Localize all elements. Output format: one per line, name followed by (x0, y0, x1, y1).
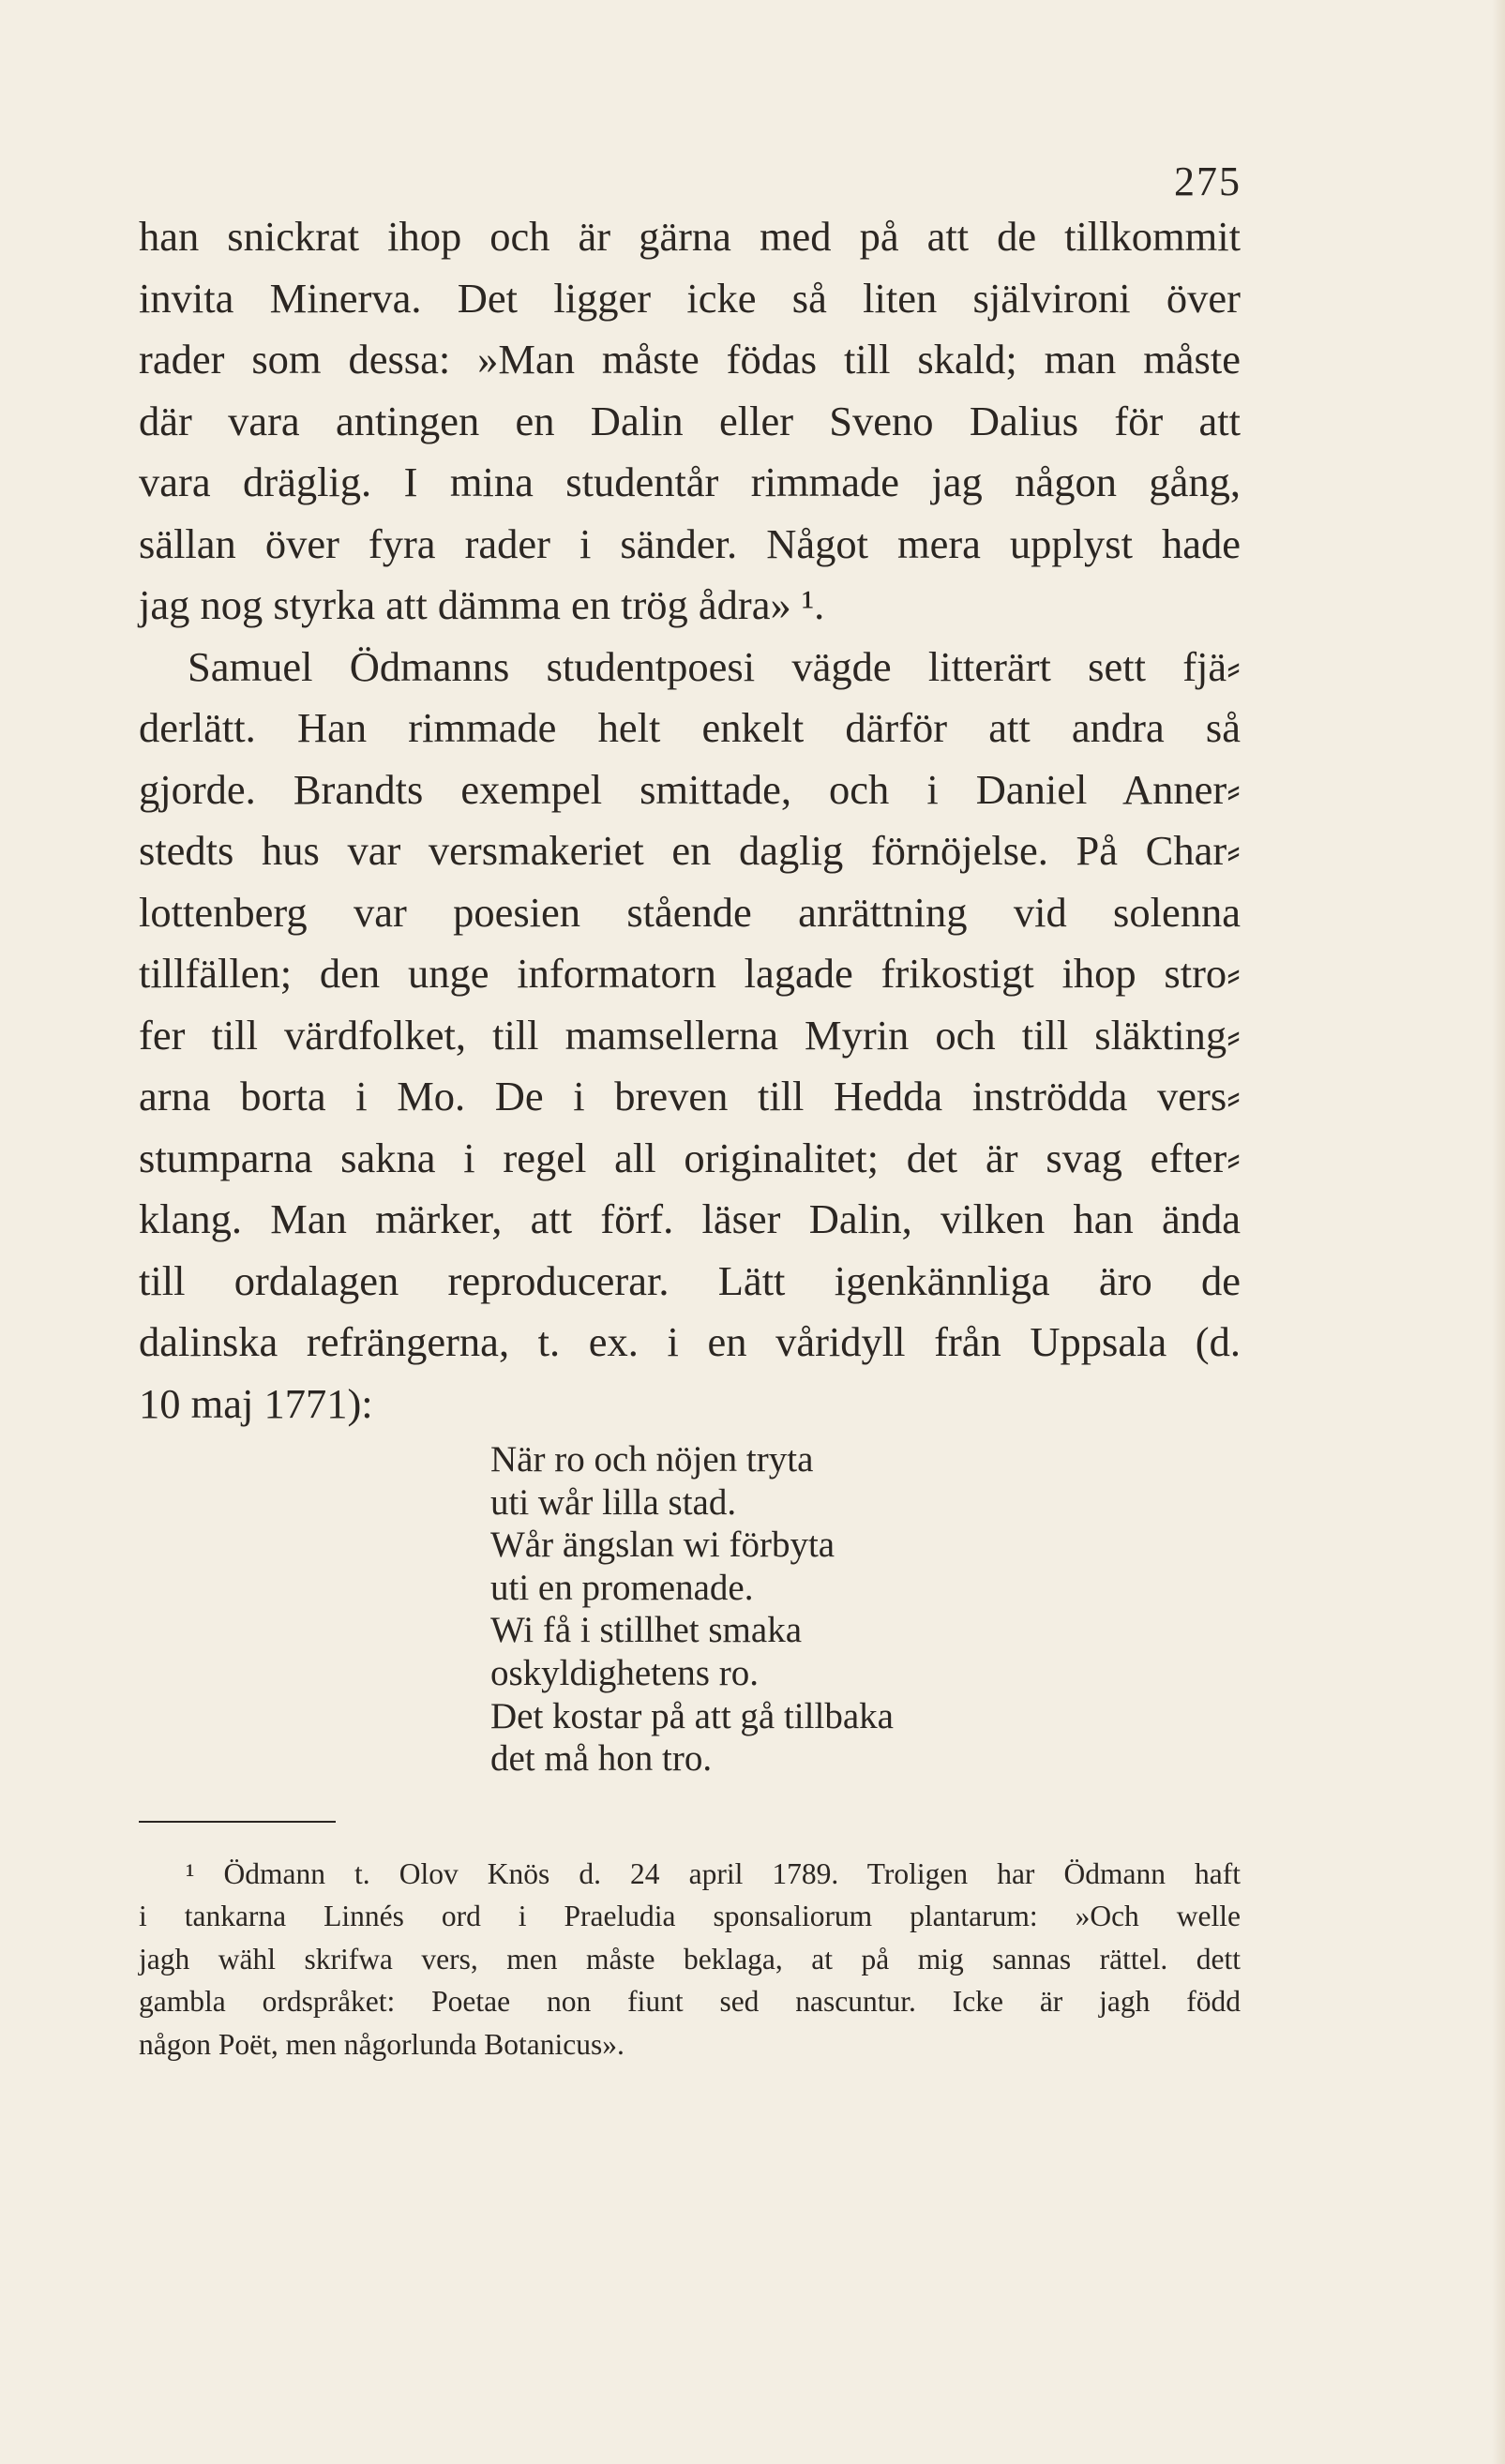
footnote-line: gambla ordspråket: Poetae non fiunt sed nascuntur. Icke är jagh född (139, 1985, 1241, 2019)
text-line: tillfällen; den unge informatorn lagade frikostigt ihop stro⸗ (139, 950, 1241, 997)
footnote-line: jagh wähl skrifwa vers, men måste beklaga, at på mig sannas rättel. dett (139, 1942, 1241, 1976)
text-line: sällan över fyra rader i sänder. Något mera upplyst hade (139, 519, 1241, 567)
text-line: invita Minerva. Det ligger icke så liten självironi över (139, 274, 1241, 322)
text-line: stedts hus var versmakeriet en daglig förnöjelse. På Char⸗ (139, 827, 1241, 874)
poem-line: Det kostar på att gå tillbaka (490, 1695, 894, 1736)
poem-line: uti wår lilla stad. (490, 1481, 737, 1523)
text-line: fer till värdfolket, till mamsellerna Myrin och till släkting⸗ (139, 1011, 1241, 1059)
text-line: vara dräglig. I mina studentår rimmade jag någon gång, (139, 458, 1241, 505)
text-line: arna borta i Mo. De i breven till Hedda inströdda vers⸗ (139, 1073, 1241, 1119)
footnote-line: ¹ Ödmann t. Olov Knös d. 24 april 1789. Troligen har Ödmann haft (186, 1857, 1241, 1890)
poem-quote (490, 1438, 894, 1780)
text-line: stumparna sakna i regel all originalitet; det är svag efter⸗ (139, 1134, 1241, 1181)
footnote-line: någon Poët, men någorlunda Botanicus». (139, 2027, 625, 2061)
text-line: 10 maj 1771): (139, 1379, 373, 1427)
text-line: till ordalagen reproducerar. Lätt igenkännliga äro de (139, 1256, 1241, 1304)
footnote-line: i tankarna Linnés ord i Praeludia sponsaliorum plantarum: »Och welle (139, 1900, 1241, 1933)
text-line: lottenberg var poesien stående anrättning vid solenna (139, 888, 1241, 936)
poem-line: oskyldighetens ro. (490, 1652, 759, 1693)
text-line: där vara antingen en Dalin eller Sveno Dalius för att (139, 397, 1241, 444)
text-line: klang. Man märker, att förf. läser Dalin, vilken han ända (139, 1195, 1241, 1242)
footnote-divider (139, 1821, 336, 1823)
poem-line: Wår ängslan wi förbyta (490, 1525, 835, 1566)
body-text (139, 206, 1241, 1435)
text-line: han snickrat ihop och är gärna med på att de tillkommit (139, 213, 1241, 260)
text-line: dalinska refrängerna, t. ex. i en våridyll från Uppsala (d. (139, 1318, 1241, 1365)
text-line: Samuel Ödmanns studentpoesi vägde litterärt sett fjä⸗ (188, 642, 1241, 690)
poem-line: uti en promenade. (490, 1567, 754, 1608)
poem-line: Wi få i stillhet smaka (490, 1610, 803, 1651)
text-line: jag nog styrka att dämma en trög ådra» ¹. (139, 581, 825, 628)
poem-line: När ro och nöjen tryta (490, 1439, 814, 1480)
footnote (139, 1853, 1241, 2066)
poem-line: det må hon tro. (490, 1738, 713, 1780)
text-line: rader som dessa: »Man måste födas till skald; man måste (139, 336, 1241, 383)
page-edge-shadow (1492, 0, 1505, 2464)
text-line: gjorde. Brandts exempel smittade, och i Daniel Anner⸗ (139, 765, 1241, 813)
text-line: derlätt. Han rimmade helt enkelt därför att andra så (139, 704, 1241, 751)
page-number: 275 (1174, 158, 1242, 204)
